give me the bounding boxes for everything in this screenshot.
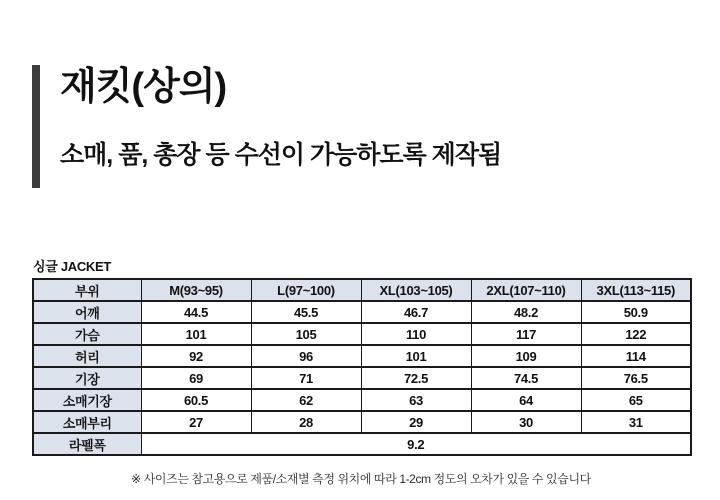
size-value-cell: 105 <box>251 323 361 345</box>
size-footnote: ※ 사이즈는 참고용으로 제품/소재별 측정 위치에 따라 1-2cm 정도의 오차가 있을 수 있습니다 <box>131 472 591 486</box>
col-header-xl: XL(103~105) <box>361 279 471 301</box>
size-value-cell-merged: 9.2 <box>141 433 691 455</box>
header-text <box>60 65 501 188</box>
table-header-row <box>33 279 691 301</box>
size-value-cell: 48.2 <box>471 301 581 323</box>
size-value-cell: 71 <box>251 367 361 389</box>
row-label: 어깨 <box>33 301 141 323</box>
size-value-cell: 64 <box>471 389 581 411</box>
size-value-cell: 114 <box>581 345 691 367</box>
size-value-cell: 46.7 <box>361 301 471 323</box>
row-label: 가슴 <box>33 323 141 345</box>
size-value-cell: 60.5 <box>141 389 251 411</box>
col-header-3xl: 3XL(113~115) <box>581 279 691 301</box>
table-row-chest <box>33 323 691 345</box>
size-value-cell: 65 <box>581 389 691 411</box>
size-value-cell: 110 <box>361 323 471 345</box>
size-value-cell: 28 <box>251 411 361 433</box>
size-value-cell: 92 <box>141 345 251 367</box>
row-label: 기장 <box>33 367 141 389</box>
size-value-cell: 31 <box>581 411 691 433</box>
size-value-cell: 101 <box>141 323 251 345</box>
size-value-cell: 45.5 <box>251 301 361 323</box>
accent-bar <box>32 65 40 188</box>
size-value-cell: 96 <box>251 345 361 367</box>
size-value-cell: 27 <box>141 411 251 433</box>
size-value-cell: 76.5 <box>581 367 691 389</box>
size-value-cell: 63 <box>361 389 471 411</box>
size-value-cell: 74.5 <box>471 367 581 389</box>
size-value-cell: 122 <box>581 323 691 345</box>
row-label: 소매부리 <box>33 411 141 433</box>
table-label: 싱글 JACKET <box>33 259 112 274</box>
row-label: 소매기장 <box>33 389 141 411</box>
table-row-sleeve-length <box>33 389 691 411</box>
table-row-shoulder <box>33 301 691 323</box>
size-value-cell: 62 <box>251 389 361 411</box>
table-row-lapel-width <box>33 433 691 455</box>
size-value-cell: 109 <box>471 345 581 367</box>
table-row-sleeve-opening <box>33 411 691 433</box>
table-row-length <box>33 367 691 389</box>
size-value-cell: 69 <box>141 367 251 389</box>
size-value-cell: 30 <box>471 411 581 433</box>
page-title: 재킷(상의) <box>60 66 227 108</box>
size-value-cell: 44.5 <box>141 301 251 323</box>
table-row-waist <box>33 345 691 367</box>
size-value-cell: 50.9 <box>581 301 691 323</box>
col-header-l: L(97~100) <box>251 279 361 301</box>
size-value-cell: 117 <box>471 323 581 345</box>
size-table <box>32 278 692 456</box>
col-header-part: 부위 <box>33 279 141 301</box>
col-header-m: M(93~95) <box>141 279 251 301</box>
size-value-cell: 29 <box>361 411 471 433</box>
page-subtitle: 소매, 품, 총장 등 수선이 가능하도록 제작됨 <box>60 140 502 169</box>
row-label: 라펠폭 <box>33 433 141 455</box>
col-header-2xl: 2XL(107~110) <box>471 279 581 301</box>
size-value-cell: 101 <box>361 345 471 367</box>
page-header <box>32 65 501 188</box>
row-label: 허리 <box>33 345 141 367</box>
size-value-cell: 72.5 <box>361 367 471 389</box>
